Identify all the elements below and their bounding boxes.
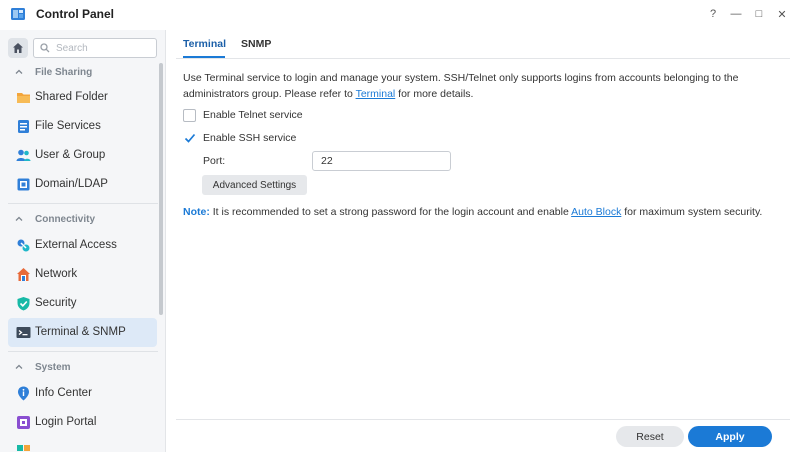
minimize-icon[interactable]: —: [730, 8, 742, 20]
ssh-checkbox[interactable]: [183, 132, 196, 145]
sidebar-item-external-access[interactable]: [8, 231, 157, 260]
title-bar: [0, 0, 800, 28]
sidebar: [0, 30, 166, 452]
sidebar-item-label: File Services: [35, 120, 101, 132]
sidebar-item-label: External Access: [35, 239, 117, 251]
sidebar-item-shared-folder[interactable]: [8, 83, 157, 112]
port-label: Port:: [203, 155, 226, 167]
search-icon: [40, 43, 50, 53]
footer-divider: [176, 419, 790, 420]
tab-terminal[interactable]: Terminal: [183, 38, 226, 50]
telnet-label: Enable Telnet service: [203, 109, 303, 121]
window-title: Control Panel: [36, 7, 115, 21]
home-icon: [12, 42, 24, 54]
home-button[interactable]: [8, 38, 28, 58]
sidebar-item-network[interactable]: [8, 260, 157, 289]
sidebar-item-partial[interactable]: [8, 437, 157, 452]
sidebar-item-label: Shared Folder: [35, 91, 108, 103]
chevron-up-icon: [14, 67, 24, 77]
group-label: File Sharing: [35, 67, 93, 78]
terminal-icon: [16, 325, 31, 340]
sidebar-item-login-portal[interactable]: [8, 408, 157, 437]
description-text: Use Terminal service to login and manage your system. SSH/Telnet only supports logins from accounts belonging to the administrators group. Please refer to: [183, 72, 739, 100]
ssh-label: Enable SSH service: [203, 132, 297, 144]
description-text-end: for more details.: [395, 88, 474, 100]
chevron-up-icon: [14, 214, 24, 224]
login-portal-icon: [16, 415, 31, 430]
sidebar-item-file-services[interactable]: [8, 112, 157, 141]
note-text-end: for maximum system security.: [621, 206, 763, 218]
tab-snmp[interactable]: SNMP: [241, 38, 272, 50]
file-services-icon: [16, 119, 31, 134]
group-system[interactable]: [0, 355, 158, 381]
terminal-help-link[interactable]: Terminal: [355, 88, 396, 100]
sidebar-item-label: Domain/LDAP: [35, 178, 108, 190]
control-panel-icon: [10, 6, 26, 22]
sidebar-item-label: Network: [35, 268, 78, 280]
sidebar-divider: [8, 351, 158, 352]
regional-options-icon: [16, 444, 31, 452]
sidebar-item-terminal-snmp[interactable]: [8, 318, 157, 347]
sidebar-item-info-center[interactable]: [8, 379, 157, 408]
telnet-checkbox[interactable]: [183, 109, 196, 122]
domain-icon: [16, 177, 31, 192]
note-label: Note:: [183, 206, 210, 218]
advanced-settings-button[interactable]: Advanced Settings: [202, 175, 307, 195]
info-icon: [16, 386, 31, 401]
auto-block-link[interactable]: Auto Block: [571, 206, 622, 218]
ssh-checkbox-row[interactable]: [183, 130, 296, 146]
sidebar-divider: [8, 203, 158, 204]
sidebar-item-label: Security: [35, 297, 77, 309]
sidebar-item-user-group[interactable]: [8, 141, 157, 170]
external-access-icon: [16, 238, 31, 253]
sidebar-item-label: Info Center: [35, 387, 92, 399]
help-icon[interactable]: ?: [709, 8, 717, 20]
reset-button[interactable]: Reset: [616, 426, 684, 447]
search-input[interactable]: [56, 43, 148, 54]
close-icon[interactable]: ✕: [777, 8, 787, 21]
terminal-description: [183, 70, 783, 102]
tab-divider: [176, 58, 790, 59]
user-group-icon: [16, 148, 31, 163]
note-text: It is recommended to set a strong password for the login account and enable: [209, 206, 572, 218]
telnet-checkbox-row[interactable]: [183, 107, 303, 123]
security-note: [183, 206, 762, 218]
apply-button[interactable]: Apply: [688, 426, 772, 447]
network-icon: [16, 267, 31, 282]
sidebar-scrollbar[interactable]: [159, 63, 163, 315]
sidebar-item-label: Terminal & SNMP: [35, 326, 126, 338]
group-label: Connectivity: [35, 214, 96, 225]
port-input[interactable]: [312, 151, 451, 171]
checkmark-icon: [184, 132, 196, 144]
sidebar-item-security[interactable]: [8, 289, 157, 318]
group-connectivity[interactable]: [0, 207, 158, 233]
group-label: System: [35, 362, 71, 373]
search-box[interactable]: [33, 38, 157, 58]
sidebar-item-label: User & Group: [35, 149, 106, 161]
folder-icon: [16, 90, 31, 105]
shield-icon: [16, 296, 31, 311]
maximize-icon[interactable]: □: [755, 8, 763, 20]
chevron-up-icon: [14, 362, 24, 372]
sidebar-item-domain-ldap[interactable]: [8, 170, 157, 199]
sidebar-item-label: Login Portal: [35, 416, 97, 428]
